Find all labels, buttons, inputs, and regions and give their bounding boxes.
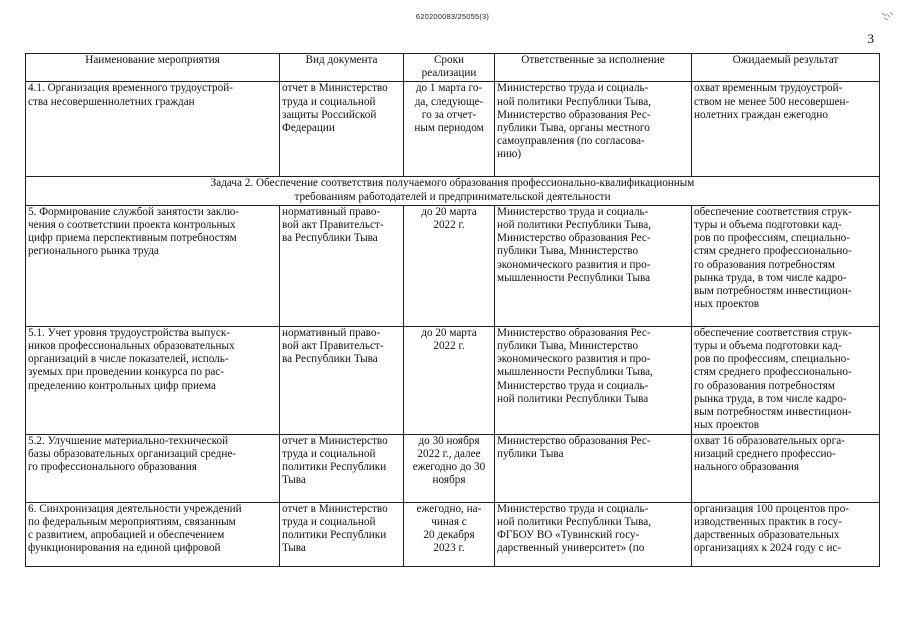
table-row <box>26 326 880 434</box>
corner-mark-icon <box>881 10 895 22</box>
event-name-cell: 6. Синхронизация деятельности учреждений по федеральным мероприятиям, связанным с развитием, апробацией и обеспечением функционирования на единой цифровой <box>26 502 280 566</box>
expected-result-cell: охват временным трудоустрой- ством не менее 500 несовершен- нолетних граждан ежегодно <box>692 82 880 177</box>
document-type-cell: нормативный право- вой акт Правительст- ва Республики Тыва <box>280 326 404 434</box>
event-name-cell: 5.1. Учет уровня трудоустройства выпуск- ников профессиональных образовательных организаций в числе показателей, исполь- зуемых при проведении конкурса по рас- пределению контрольных цифр приема <box>26 326 280 434</box>
deadline-cell: до 20 марта 2022 г. <box>404 205 495 326</box>
expected-result-cell: охват 16 образовательных орга- низаций среднего профессио- нального образования <box>692 434 880 502</box>
header-document-type: Вид документа <box>280 54 404 82</box>
task-heading-row <box>26 177 880 205</box>
table-header-row <box>26 54 880 82</box>
deadline-cell: до 30 ноября 2022 г., далее ежегодно до 30 ноября <box>404 434 495 502</box>
expected-result-cell: организация 100 процентов про- изводственных практик в госу- дарственных образовательных организациях к 2024 году с ис- <box>692 502 880 566</box>
event-name-cell: 4.1. Организация временного трудоустрой- ства несовершеннолетних граждан <box>26 82 280 177</box>
header-responsible: Ответственные за исполнение <box>495 54 692 82</box>
table-row <box>26 434 880 502</box>
responsible-cell: Министерство труда и социаль- ной политики Республики Тыва, Министерство образования Рес- публики Тыва, органы местного самоуправления (по согласова- нию) <box>495 82 692 177</box>
responsible-cell: Министерство образования Рес- публики Тыва <box>495 434 692 502</box>
document-code: 620200083/25055(3) <box>415 12 490 21</box>
table-row <box>26 82 880 177</box>
deadline-cell: до 20 марта 2022 г. <box>404 326 495 434</box>
header-expected-result: Ожидаемый результат <box>692 54 880 82</box>
table-row <box>26 502 880 566</box>
task-heading: Задача 2. Обеспечение соответствия получаемого образования профессионально-квалификационным требованиям работодателей и предпринимательской деятельности <box>26 177 880 205</box>
document-type-cell: отчет в Министерство труда и социальной политики Республики Тыва <box>280 502 404 566</box>
deadline-cell: до 1 марта го- да, следующе- го за отчет- ным периодом <box>404 82 495 177</box>
expected-result-cell: обеспечение соответствия струк- туры и объема подготовки кад- ров по профессиям, специально- стям среднего профессионально- го образования потребностям рынка труда, в том числе кадро- вым потребностям инвестицион- ных проектов <box>692 326 880 434</box>
page-number: 3 <box>867 31 874 46</box>
responsible-cell: Министерство труда и социаль- ной политики Республики Тыва, Министерство образования Рес- публики Тыва, Министерство экономического развития и про- мышленности Республики Тыва <box>495 205 692 326</box>
event-name-cell: 5. Формирование службой занятости заклю- чения о соответствии проекта контрольных цифр приема перспективным потребностям регионального рынка труда <box>26 205 280 326</box>
expected-result-cell: обеспечение соответствия струк- туры и объема подготовки кад- ров по профессиям, специально- стям среднего профессионально- го образования потребностям рынка труда, в том числе кадро- вым потребностям инвестицион- ных проектов <box>692 205 880 326</box>
document-type-cell: нормативный право- вой акт Правительст- ва Республики Тыва <box>280 205 404 326</box>
responsible-cell: Министерство труда и социаль- ной политики Республики Тыва, ФГБОУ ВО «Тувинский госу- дарственный университет» (по <box>495 502 692 566</box>
header-event-name: Наименование мероприятия <box>26 54 280 82</box>
header-deadlines: Сроки реализации <box>404 54 495 82</box>
document-type-cell: отчет в Министерство труда и социальной защиты Российской Федерации <box>280 82 404 177</box>
deadline-cell: ежегодно, на- чиная с 20 декабря 2023 г. <box>404 502 495 566</box>
event-name-cell: 5.2. Улучшение материально-технической базы образовательных организаций средне- го профессионального образования <box>26 434 280 502</box>
document-type-cell: отчет в Министерство труда и социальной политики Республики Тыва <box>280 434 404 502</box>
responsible-cell: Министерство образования Рес- публики Тыва, Министерство экономического развития и про- мышленности Республики Тыва, Министерство труда и социаль- ной политики Республики Тыва <box>495 326 692 434</box>
table-row <box>26 205 880 326</box>
events-table <box>25 53 880 567</box>
